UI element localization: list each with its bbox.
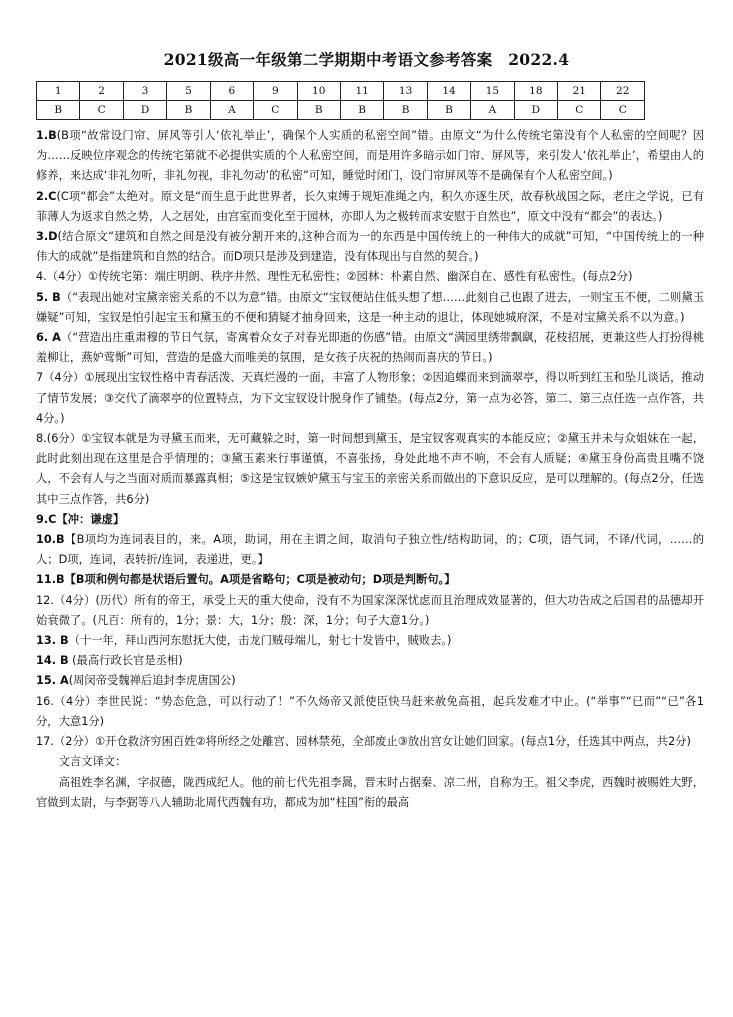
answer-item-q2 xyxy=(36,187,704,227)
question-number-cell: 22 xyxy=(601,82,645,101)
answer-item-label: 16. xyxy=(36,694,54,708)
answer-item-q1 xyxy=(36,126,704,187)
answer-item-label: 11.B xyxy=(36,573,65,587)
question-number-cell: 5 xyxy=(167,82,210,101)
answer-item-q16 xyxy=(36,692,704,732)
answer-item-label: 8. xyxy=(36,432,47,446)
answer-item-text: (最高行政长官是丞相) xyxy=(68,654,183,668)
answer-item-text: (结合原文“建筑和自然之间是没有被分割开来的,这种合而为一的东西是中国传统上的一种伟大的成就”可知，“中国传统上的一种伟大的成就”是指建筑和自然的结合。而D项只是涉及到建造，没有体现出与自然的契合。) xyxy=(36,230,704,264)
answer-item-text: （4分）李世民说：“势态危急，可以行动了！”不久炀帝又派使臣快马赶来赦免高祖，起兵发难才中止。(“举事”“已而”“已”各1分，大意1分) xyxy=(36,694,704,728)
answer-item-q9 xyxy=(36,510,704,530)
answer-item-q5 xyxy=(36,288,704,328)
answer-item-q15 xyxy=(36,671,704,691)
answer-item-text: 【B项均为连词表目的，来。A项，助词，用在主谓之间，取消句子独立性/结构助词，的；C项，语气词，不译/代词，……的人；D项，连词，表转折/连词，表递进，更。】 xyxy=(36,533,704,567)
answer-item-text: （4分）①传统宅第：端庄明朗、秩序井然、理性无私密性；②园林：朴素自然、幽深自在、感性有私密性。(每点2分) xyxy=(46,270,633,284)
answer-letter-cell: C xyxy=(601,101,645,120)
question-number-cell: 14 xyxy=(427,82,470,101)
answer-letter-cell: D xyxy=(514,101,557,120)
translation-text: 高祖姓李名渊，字叔德，陇西成纪人。他的前七代先祖李暠，晋末时占据秦、凉二州，自称为王。祖父李虎，西魏时被赐姓大野，官做到太尉，与李弼等八人辅助北周代西魏有功，都成为加“柱国”衔的最高 xyxy=(36,775,704,809)
question-number-cell: 6 xyxy=(210,82,253,101)
answer-item-label: 15. A xyxy=(36,674,69,688)
answer-explanations xyxy=(36,126,704,813)
answer-key-table xyxy=(36,81,645,120)
question-number-cell: 1 xyxy=(37,82,80,101)
answer-letter-cell: A xyxy=(471,101,514,120)
document-title: 2021级高一年级第二学期期中考语文参考答案 2022.4 xyxy=(163,50,570,69)
answer-letter-row xyxy=(37,101,645,120)
answer-item-q8 xyxy=(36,429,704,510)
answer-item-q17 xyxy=(36,732,704,752)
answer-item-text: （十一年，拜山西河东慰抚大使，击龙门贼母端儿，射七十发皆中，贼败去。) xyxy=(68,634,452,648)
answer-letter-cell: B xyxy=(167,101,210,120)
question-number-cell: 9 xyxy=(254,82,297,101)
answer-letter-cell: D xyxy=(123,101,166,120)
answer-item-q7 xyxy=(36,368,704,429)
answer-item-label: 2.C xyxy=(36,189,57,203)
answer-item-label: 12. xyxy=(36,593,54,607)
answer-letter-cell: B xyxy=(297,101,340,120)
answer-item-label: 5. B xyxy=(36,290,61,304)
answer-item-q12 xyxy=(36,591,704,631)
answer-item-q10 xyxy=(36,530,704,570)
answer-letter-cell: B xyxy=(384,101,427,120)
question-number-cell: 10 xyxy=(297,82,340,101)
question-number-row xyxy=(37,82,645,101)
answer-item-text: （4分）(历代）所有的帝王，承受上天的重大使命，没有不为国家深深忧虑而且治理成效显著的，但大功告成之后国君的品德却开始衰微了。(凡百：所有的，1分；景：大，1分；殷：深，1分；句子大意1分。) xyxy=(36,593,704,627)
answer-item-label: 9.C xyxy=(36,512,57,526)
question-number-cell: 2 xyxy=(80,82,123,101)
answer-item-q11 xyxy=(36,570,704,590)
answer-item-text: 【冲：谦虚】 xyxy=(56,512,125,526)
answer-item-label: 13. B xyxy=(36,634,69,648)
answer-item-label: 17. xyxy=(36,735,54,749)
question-number-cell: 18 xyxy=(514,82,557,101)
answer-item-text: （4分）①展现出宝钗性格中青春活泼、天真烂漫的一面，丰富了人物形象；②因追蝶而来到滴翠亭，得以听到红玉和坠儿谈话，推动了情节发展；③交代了滴翠亭的位置特点，为下文宝钗设计脱身作了铺垫。(每点2分，第一点为必答，第二、第三点任选一点作答，共4分。) xyxy=(36,371,704,425)
answer-item-label: 14. B xyxy=(36,654,69,668)
answer-item-q4 xyxy=(36,267,704,287)
question-number-cell: 3 xyxy=(123,82,166,101)
answer-item-text: (C项“都会”太绝对。原文是“而生息于此世界者，长久束缚于规矩准绳之内，积久亦逐生厌，故春秋战国之际，老庄之学说，已有菲薄人为返求自然之势，人之居处，由宫室而变化至于园林，亦即人为之极转而求安慰于自然也”，原文中没有“都会”的表达。) xyxy=(36,189,704,223)
answer-item-text: （2分）①开仓救济穷困百姓②将所经之处離宫、园林禁苑，全部废止③放出宫女让她们回家。(每点1分，任选其中两点，共2分) xyxy=(53,735,691,749)
translation-heading: 文言文译文： xyxy=(58,755,127,769)
answer-item-text: 【B项和例句都是状语后置句。A项是省略句；C项是被动句；D项是判断句。】 xyxy=(64,573,456,587)
answer-item-q6 xyxy=(36,328,704,368)
answer-item-label: 4. xyxy=(36,270,47,284)
question-number-cell: 11 xyxy=(340,82,383,101)
answer-item-q3 xyxy=(36,227,704,267)
answer-item-q14 xyxy=(36,651,704,671)
answer-item-text: （“营造出庄重肃穆的节日气氛，寄寓着众女子对春光即逝的伤感”错。由原文“满园里绣带飘飖，花枝招展，更兼这些人打扮得桃羞柳让，燕妒莺惭”可知，营造的是盛大而唯美的氛围，是女孩子庆祝的热闹而喜庆的节日。) xyxy=(36,331,704,365)
question-number-cell: 21 xyxy=(558,82,601,101)
answer-letter-cell: B xyxy=(340,101,383,120)
question-number-cell: 15 xyxy=(471,82,514,101)
answer-letter-cell: C xyxy=(80,101,123,120)
answer-item-label: 6. A xyxy=(36,331,61,345)
answer-item-text: （“表现出她对宝黛亲密关系的不以为意”错。由原文“宝钗便站住低头想了想……此刻自己也跟了进去，一则宝玉不便，二则黛玉嫌疑”可知，宝钗是怕引起宝玉和黛玉的不便和猜疑才抽身回来，这是一种主动的退让，体现她城府深，不是对宝黛关系不以为意。) xyxy=(36,290,704,324)
answer-item-label: 7 xyxy=(36,371,44,385)
answer-letter-cell: A xyxy=(210,101,253,120)
answer-letter-cell: C xyxy=(254,101,297,120)
answer-item-label: 3.D xyxy=(36,230,58,244)
answer-item-label: 10.B xyxy=(36,533,65,547)
answer-item-text: (B项“故常设门帘、屏风等引人‘依礼举止’，确保个人实质的私密空间”错。由原文“为什么传统宅第没有个人私密的空间呢？因为……反映位序观念的传统宅第就不必提供实质的个人私密空间，而是用许多暗示如门帘、屏风等，来引发人‘依礼举止’，希望由人的修养，来达成‘非礼勿听，非礼勿视，非礼勿动’的私密”可知，睡觉时闭门，设门帘屏风等不是确保有个人私密空间。) xyxy=(36,129,704,183)
answer-letter-cell: B xyxy=(427,101,470,120)
answer-item-label: 1.B xyxy=(36,129,57,142)
question-number-cell: 13 xyxy=(384,82,427,101)
answer-letter-cell: C xyxy=(558,101,601,120)
answer-letter-cell: B xyxy=(37,101,80,120)
answer-item-text: (周闵帝受魏禅后追封李虎唐国公) xyxy=(68,674,236,688)
answer-item-q13 xyxy=(36,631,704,651)
answer-item-text: (6分）①宝钗本就是为寻黛玉而来，无可藏躲之时，第一时间想到黛玉，是宝钗客观真实的本能反应；②黛玉并未与众姐妹在一起，此时此刻出现在这里是合乎情理的；③黛玉素来行事谨慎，不喜张扬，身处此地不声不响，不会有人质疑；④黛玉身份高贵且嘴不饶人，不会有人与之当面对质而暴露真相；⑤这是宝钗嫉妒黛玉与宝玉的亲密关系而做出的下意识反应，是可以理解的。(每点2分，任选其中三点作答，共6分) xyxy=(36,432,704,506)
